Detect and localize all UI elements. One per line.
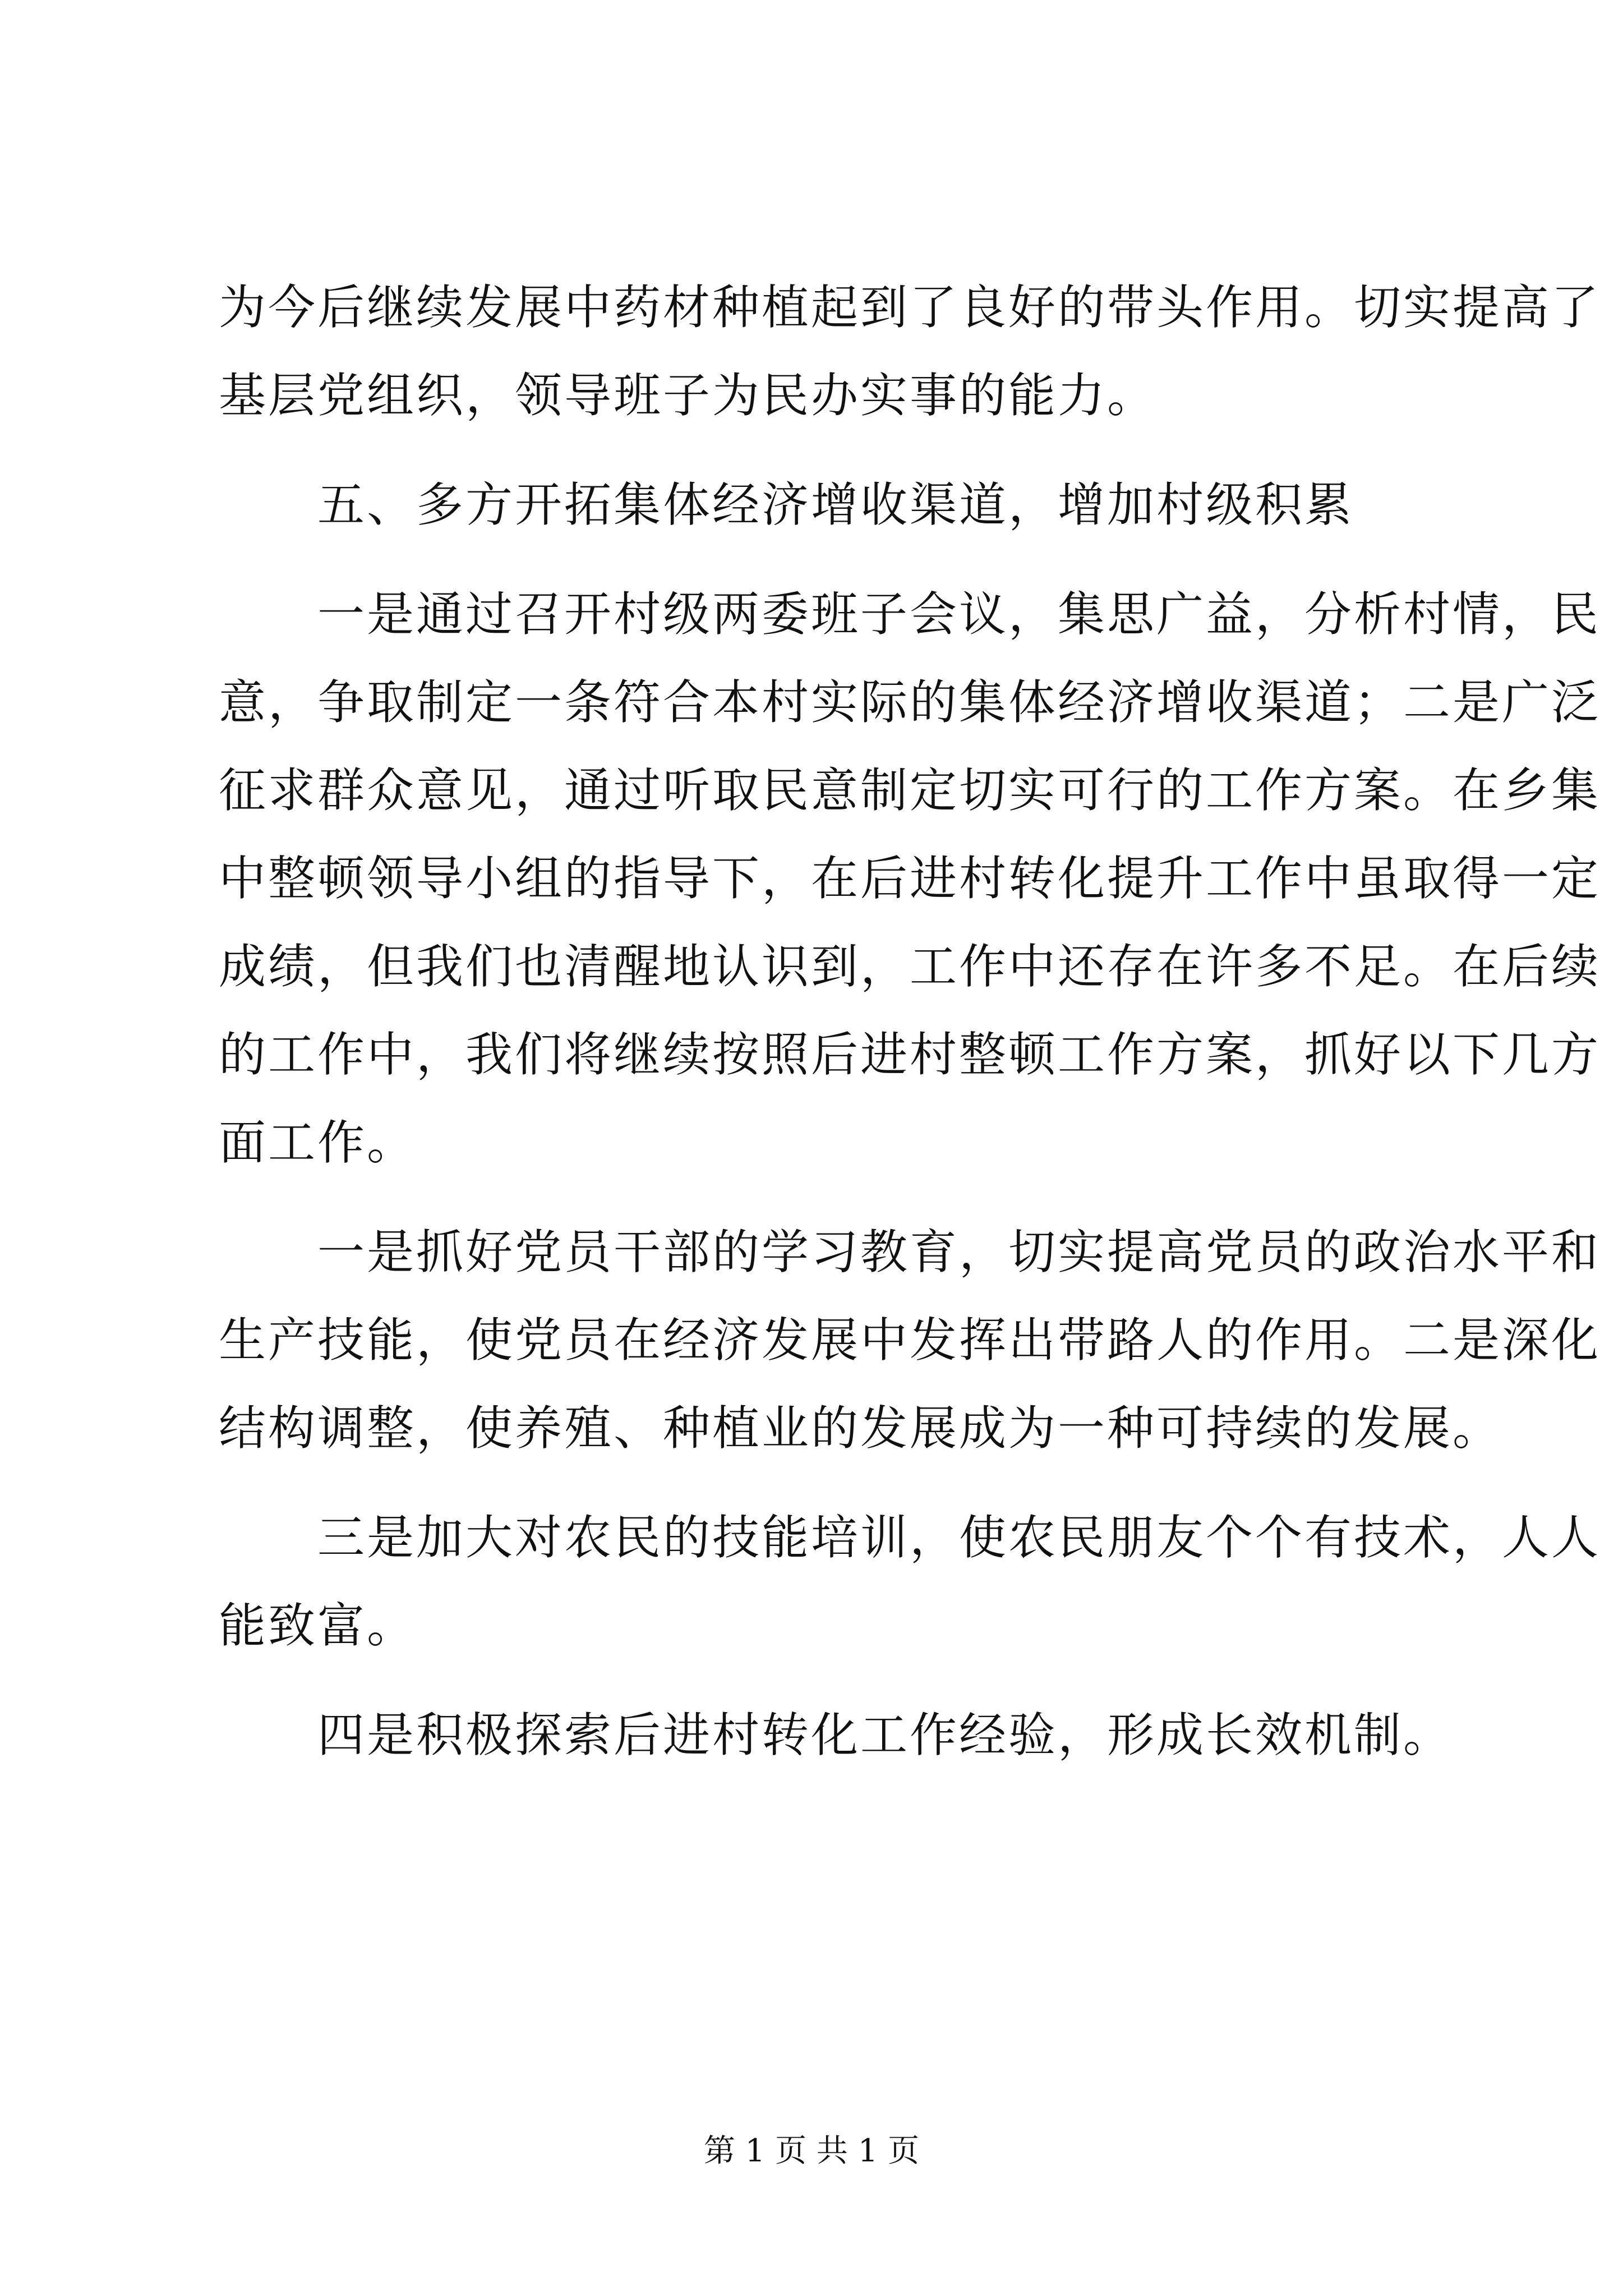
text-line: 的工作中，我们将继续按照后进村整顿工作方案，抓好以下几方 bbox=[219, 1027, 1601, 1082]
document-body bbox=[219, 264, 1601, 1779]
heading-line: 五、多方开拓集体经济增收渠道，增加村级积累 bbox=[317, 477, 1354, 532]
paragraph bbox=[219, 1691, 1453, 1779]
section-heading bbox=[219, 461, 1441, 549]
text-line: 三是加大对农民的技能培训，使农民朋友个个有技术，人人 bbox=[317, 1510, 1601, 1565]
text-line: 成绩，但我们也清醒地认识到，工作中还存在许多不足。在后续 bbox=[219, 939, 1601, 994]
text-line: 结构调整，使养殖、种植业的发展成为一种可持续的发展。 bbox=[219, 1401, 1502, 1456]
text-line: 四是积极探索后进村转化工作经验，形成长效机制。 bbox=[317, 1708, 1453, 1763]
paragraph bbox=[219, 1494, 1601, 1670]
text-line: 一是抓好党员干部的学习教育，切实提高党员的政治水平和 bbox=[317, 1225, 1601, 1280]
text-line: 基层党组织，领导班子为民办实事的能力。 bbox=[219, 368, 1157, 423]
paragraph bbox=[219, 264, 1601, 440]
text-line: 为今后继续发展中药材种植起到了良好的带头作用。切实提高了 bbox=[219, 280, 1601, 335]
text-line: 征求群众意见，通过听取民意制定切实可行的工作方案。在乡集 bbox=[219, 763, 1601, 818]
page-footer bbox=[0, 2126, 1623, 2171]
text-line: 中整顿领导小组的指导下，在后进村转化提升工作中虽取得一定 bbox=[219, 851, 1601, 906]
page-number-label: 第 1 页 共 1 页 bbox=[703, 2133, 920, 2169]
text-line: 能致富。 bbox=[219, 1598, 417, 1653]
text-line: 面工作。 bbox=[219, 1115, 417, 1170]
paragraph bbox=[219, 570, 1601, 1187]
text-line: 意，争取制定一条符合本村实际的集体经济增收渠道；二是广泛 bbox=[219, 675, 1601, 730]
text-line: 生产技能，使党员在经济发展中发挥出带路人的作用。二是深化 bbox=[219, 1313, 1601, 1368]
paragraph bbox=[219, 1208, 1601, 1473]
text-line: 一是通过召开村级两委班子会议，集思广益，分析村情，民 bbox=[317, 587, 1601, 642]
